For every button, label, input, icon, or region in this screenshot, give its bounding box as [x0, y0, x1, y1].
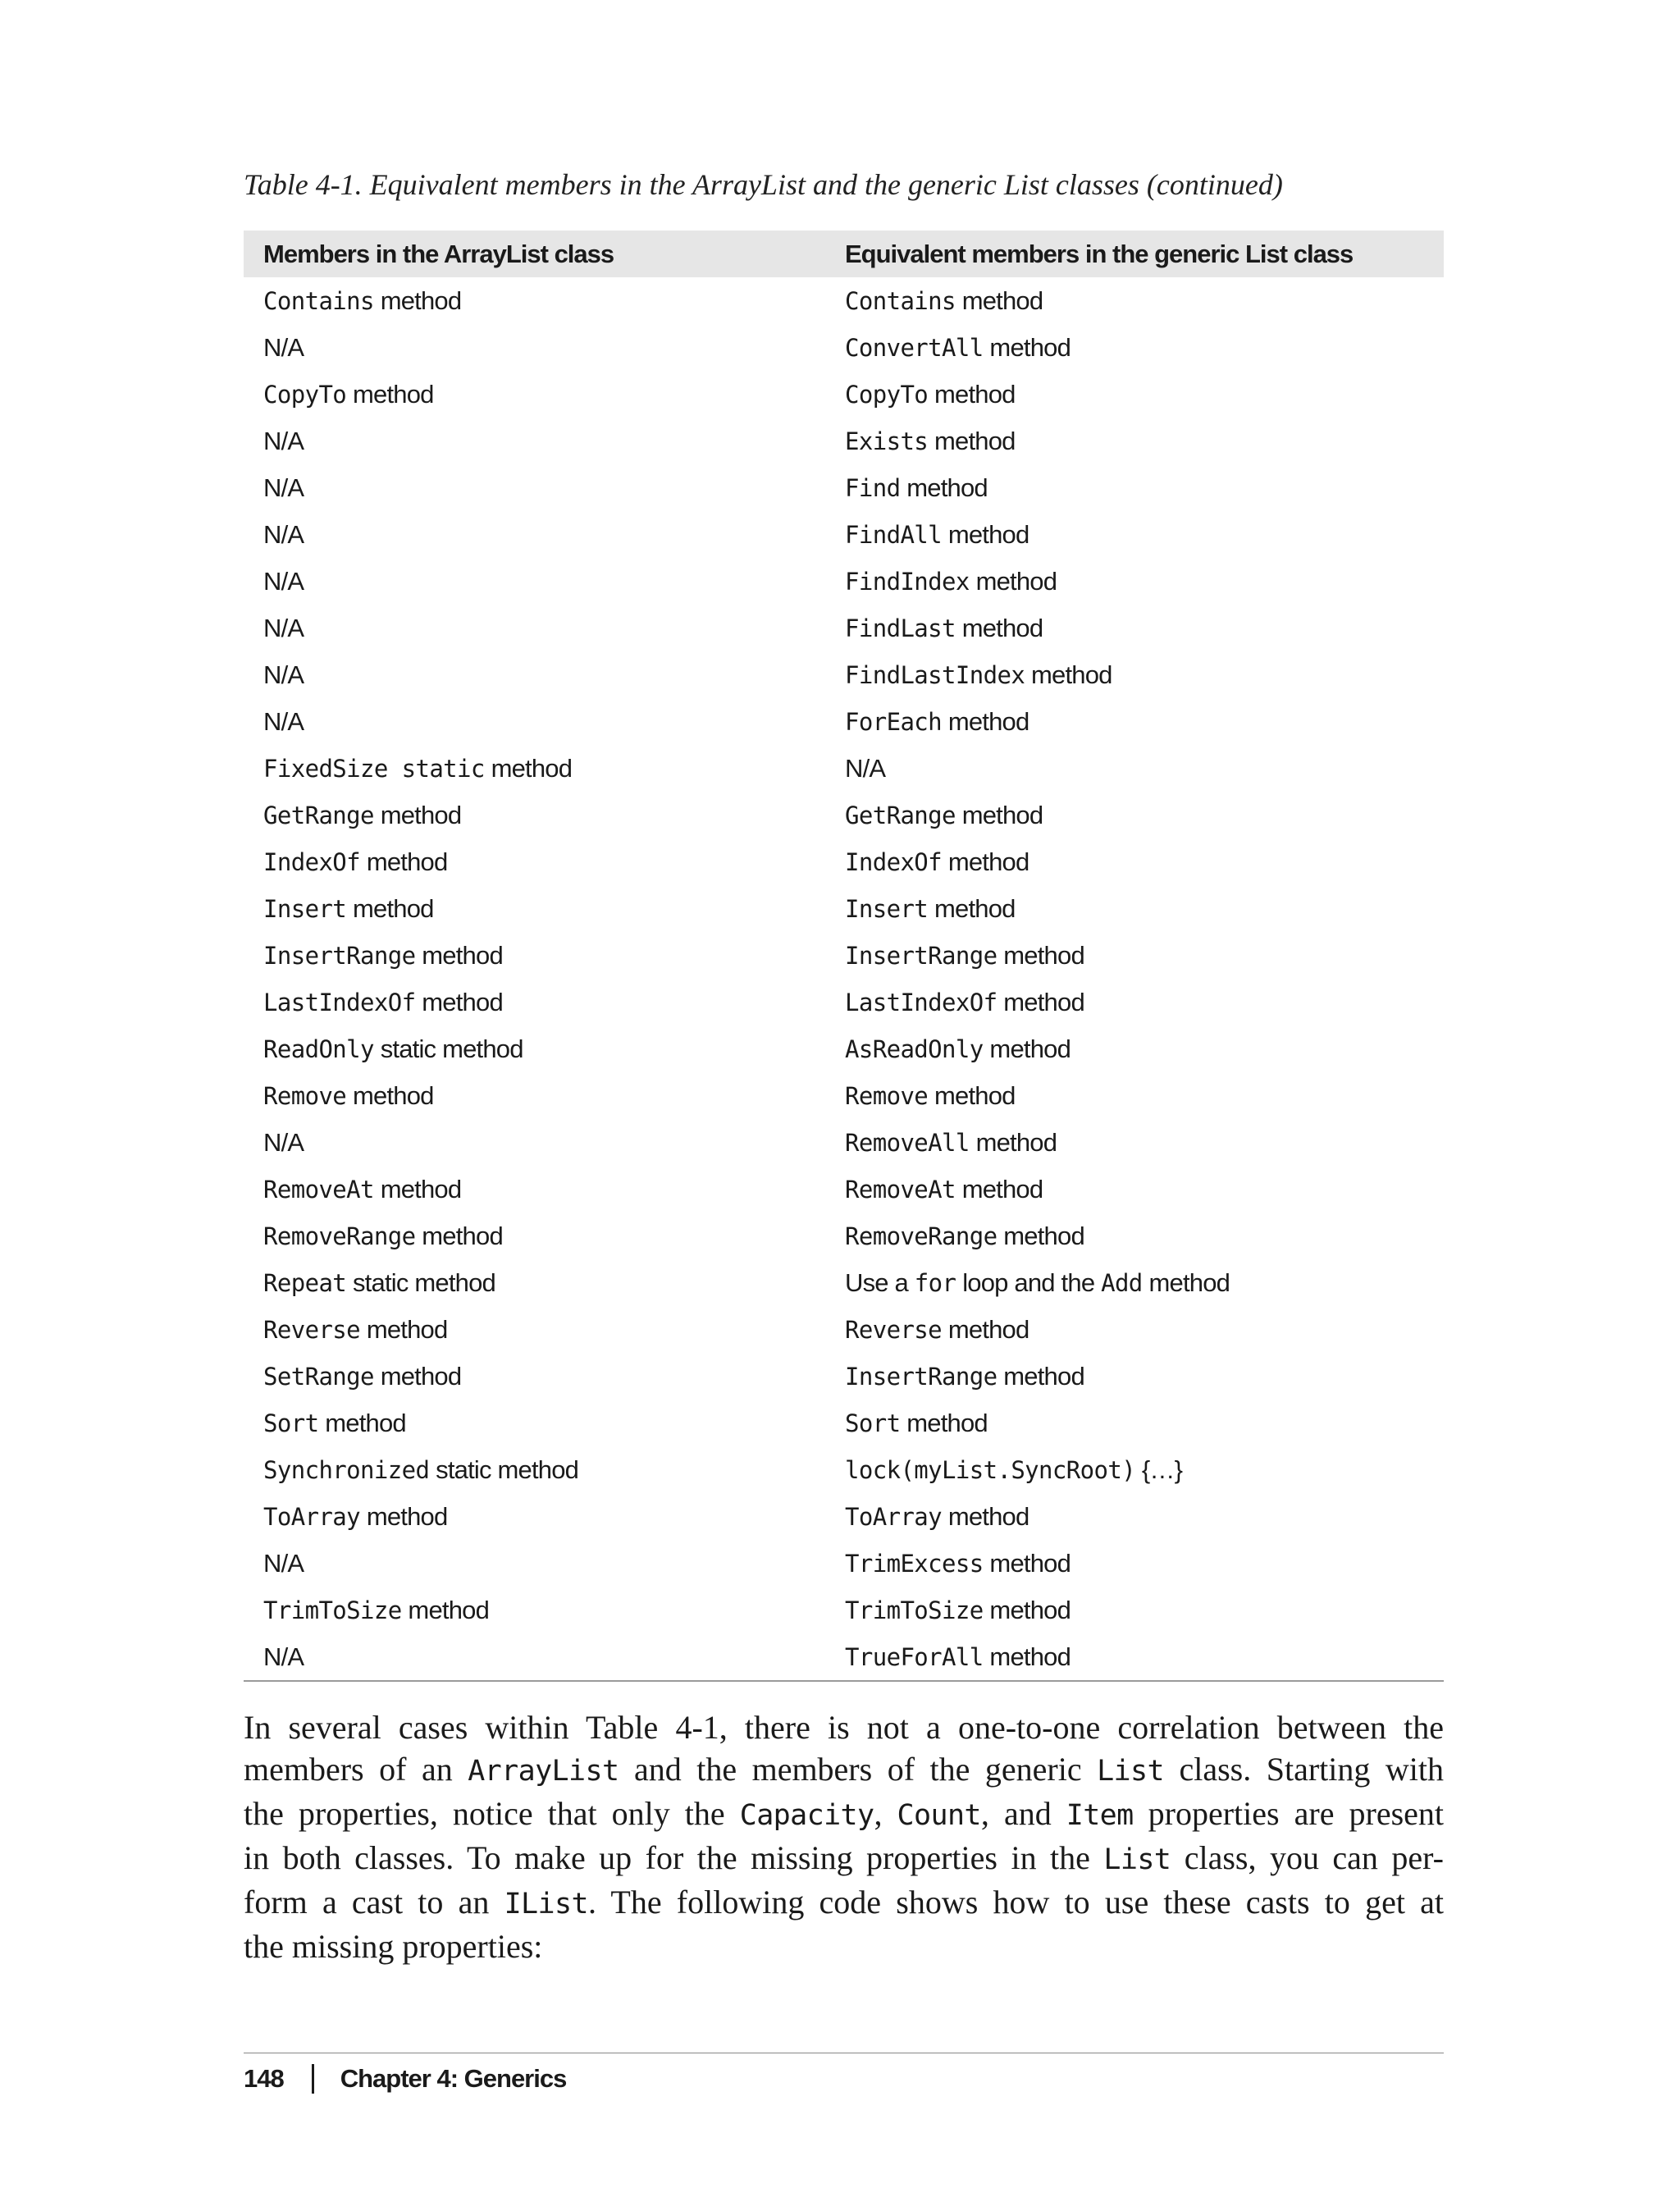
table-row: [244, 698, 1444, 745]
code-text: InsertRange: [263, 941, 416, 970]
code-text: ArrayList: [468, 1755, 619, 1788]
code-text: RemoveAll: [845, 1128, 970, 1157]
plain-text: N/A: [263, 566, 304, 596]
plain-text: N/A: [845, 753, 886, 783]
arraylist-member-cell: [244, 1549, 845, 1578]
list-member-cell: [845, 1502, 1444, 1532]
list-member-cell: [845, 1315, 1444, 1345]
table-row: [244, 1587, 1444, 1633]
plain-text: members of an: [244, 1751, 468, 1788]
code-text: InsertRange: [845, 1362, 998, 1391]
table-bottom-rule: [244, 1680, 1444, 1682]
plain-text: and the members of the generic: [619, 1751, 1098, 1788]
plain-text: method: [983, 1642, 1071, 1671]
list-member-cell: [845, 1268, 1444, 1298]
plain-text: , and: [980, 1795, 1066, 1832]
paragraph-line: [244, 1837, 1444, 1881]
table-row: [244, 277, 1444, 324]
code-text: Add: [1101, 1268, 1143, 1297]
arraylist-member-cell: [244, 941, 845, 971]
code-text: TrimExcess: [845, 1549, 984, 1578]
plain-text: method: [942, 706, 1029, 736]
code-text: Capacity: [739, 1799, 874, 1832]
plain-text: method: [318, 1408, 406, 1437]
list-member-cell: [845, 520, 1444, 550]
list-member-cell: [845, 847, 1444, 877]
code-text: LastIndexOf: [845, 988, 998, 1016]
code-text: AsReadOnly: [845, 1034, 984, 1063]
plain-text: method: [955, 800, 1043, 829]
arraylist-member-cell: [244, 1128, 845, 1158]
code-text: List: [1097, 1755, 1164, 1788]
table-row: [244, 1493, 1444, 1540]
table-row: [244, 1119, 1444, 1166]
arraylist-member-cell: [244, 988, 845, 1017]
plain-text: N/A: [263, 426, 304, 455]
header-arraylist-members: Members in the ArrayList class: [263, 239, 614, 268]
code-text: FindAll: [845, 520, 943, 549]
plain-text: method: [373, 285, 462, 315]
arraylist-member-cell: [244, 427, 845, 456]
plain-text: properties are present: [1133, 1795, 1445, 1832]
code-text: CopyTo: [845, 380, 929, 409]
table-row: [244, 1633, 1444, 1680]
plain-text: method: [942, 1501, 1029, 1531]
code-text: LastIndexOf: [263, 988, 416, 1016]
table-row: [244, 464, 1444, 511]
arraylist-member-cell: [244, 473, 845, 503]
list-member-cell: [845, 894, 1444, 924]
code-text: RemoveAt: [845, 1175, 956, 1203]
plain-text: method: [373, 1174, 462, 1203]
plain-text: method: [415, 1221, 503, 1250]
arraylist-member-cell: [244, 707, 845, 737]
plain-text: loop and the: [956, 1267, 1102, 1297]
table-row: [244, 371, 1444, 418]
code-text: Reverse: [263, 1315, 361, 1344]
list-member-cell: [845, 1409, 1444, 1438]
plain-text: method: [373, 800, 462, 829]
code-text: FixedSize static: [263, 754, 485, 783]
members-table: [244, 231, 1444, 1682]
arraylist-member-cell: [244, 614, 845, 643]
plain-text: method: [983, 1548, 1071, 1578]
table-caption: Table 4-1. Equivalent members in the ArrayList and the generic List classes (continued): [244, 168, 1283, 201]
list-member-cell: [845, 1128, 1444, 1158]
table-row: [244, 1306, 1444, 1353]
code-text: ConvertAll: [845, 333, 984, 362]
list-member-cell: [845, 1642, 1444, 1672]
code-text: Item: [1066, 1799, 1134, 1832]
code-text: IndexOf: [845, 847, 943, 876]
table-header-row: [244, 231, 1444, 277]
list-member-cell: [845, 567, 1444, 596]
arraylist-member-cell: [244, 286, 845, 316]
code-text: IList: [504, 1888, 588, 1921]
code-text: Count: [897, 1799, 981, 1832]
plain-text: method: [983, 1034, 1071, 1063]
plain-text: method: [900, 473, 988, 502]
paragraph-line: [244, 1748, 1444, 1793]
code-text: List: [1103, 1843, 1171, 1876]
footer-separator: [312, 2064, 314, 2094]
plain-text: method: [928, 893, 1016, 923]
code-text: Exists: [845, 427, 929, 455]
plain-text: method: [955, 1174, 1043, 1203]
code-text: Insert: [263, 894, 347, 923]
list-member-cell: [845, 1034, 1444, 1064]
table-row: [244, 1259, 1444, 1306]
arraylist-member-cell: [244, 801, 845, 830]
plain-text: method: [983, 1595, 1071, 1624]
body-paragraph: [244, 1706, 1444, 1967]
plain-text: N/A: [263, 1642, 304, 1671]
paragraph-line: [244, 1793, 1444, 1837]
arraylist-member-cell: [244, 1502, 845, 1532]
paragraph-line: [244, 1706, 1444, 1748]
code-text: TrimToSize: [845, 1596, 984, 1624]
plain-text: method: [360, 847, 448, 876]
code-text: Remove: [263, 1081, 347, 1110]
arraylist-member-cell: [244, 754, 845, 783]
header-list-members: Equivalent members in the generic List class: [845, 239, 1354, 268]
list-member-cell: [845, 380, 1444, 409]
code-text: FindLastIndex: [845, 660, 1025, 689]
arraylist-member-cell: [244, 847, 845, 877]
plain-text: method: [942, 1314, 1029, 1344]
list-member-cell: [845, 333, 1444, 363]
arraylist-member-cell: [244, 1081, 845, 1111]
table-row: [244, 1166, 1444, 1213]
list-member-cell: [845, 1362, 1444, 1391]
arraylist-member-cell: [244, 1409, 845, 1438]
plain-text: form a cast to an: [244, 1884, 504, 1921]
table-row: [244, 885, 1444, 932]
code-text: Sort: [263, 1409, 319, 1437]
plain-text: method: [928, 426, 1016, 455]
code-text: Synchronized: [263, 1455, 430, 1484]
table-row: [244, 324, 1444, 371]
plain-text: N/A: [263, 1548, 304, 1578]
code-text: ToArray: [845, 1502, 943, 1531]
table-row: [244, 1400, 1444, 1446]
plain-text: . The following code shows how to use these casts to get at: [587, 1884, 1445, 1921]
arraylist-member-cell: [244, 1315, 845, 1345]
arraylist-member-cell: [244, 1362, 845, 1391]
plain-text: static method: [429, 1455, 579, 1484]
list-member-cell: [845, 660, 1444, 690]
code-text: Insert: [845, 894, 929, 923]
code-text: RemoveAt: [263, 1175, 374, 1203]
page-footer: [244, 2064, 566, 2094]
code-text: Contains: [263, 286, 374, 315]
code-text: RemoveRange: [263, 1222, 416, 1250]
table-row: [244, 511, 1444, 558]
plain-text: in both classes. To make up for the missing properties in the: [244, 1839, 1104, 1876]
plain-text: class. Starting with: [1163, 1751, 1444, 1788]
arraylist-member-cell: [244, 1222, 845, 1251]
plain-text: method: [415, 987, 503, 1016]
plain-text: N/A: [263, 706, 304, 736]
plain-text: method: [942, 519, 1029, 549]
code-text: Reverse: [845, 1315, 943, 1344]
code-text: CopyTo: [263, 380, 347, 409]
plain-text: method: [346, 379, 434, 409]
code-text: Remove: [845, 1081, 929, 1110]
plain-text: N/A: [263, 519, 304, 549]
plain-text: method: [373, 1361, 462, 1391]
page-number: 148: [244, 2064, 284, 2093]
plain-text: the missing properties:: [244, 1928, 543, 1965]
arraylist-member-cell: [244, 1642, 845, 1672]
table-body: [244, 277, 1444, 1680]
plain-text: method: [969, 1127, 1057, 1157]
plain-text: method: [346, 1080, 434, 1110]
code-text: TrueForAll: [845, 1642, 984, 1671]
arraylist-member-cell: [244, 894, 845, 924]
list-member-cell: [845, 1596, 1444, 1625]
paragraph-line: [244, 1881, 1444, 1925]
list-member-cell: [845, 286, 1444, 316]
table-row: [244, 1072, 1444, 1119]
table-row: [244, 745, 1444, 792]
plain-text: static method: [373, 1034, 523, 1063]
plain-text: method: [1142, 1267, 1230, 1297]
table-row: [244, 605, 1444, 651]
list-member-cell: [845, 1081, 1444, 1111]
code-text: ReadOnly: [263, 1034, 374, 1063]
plain-text: method: [997, 987, 1084, 1016]
code-text: InsertRange: [845, 941, 998, 970]
plain-text: method: [1025, 660, 1112, 689]
plain-text: N/A: [263, 613, 304, 642]
plain-text: In several cases within Table 4-1, there is not a one-to-one correlation between the: [244, 1709, 1444, 1746]
list-member-cell: [845, 801, 1444, 830]
list-member-cell: [845, 707, 1444, 737]
plain-text: method: [900, 1408, 988, 1437]
plain-text: method: [997, 940, 1084, 970]
paragraph-line: [244, 1925, 1444, 1967]
table-row: [244, 418, 1444, 464]
code-text: Find: [845, 473, 901, 502]
list-member-cell: [845, 427, 1444, 456]
table-row: [244, 1025, 1444, 1072]
plain-text: method: [928, 379, 1016, 409]
plain-text: static method: [346, 1267, 495, 1297]
table-row: [244, 651, 1444, 698]
table-row: [244, 979, 1444, 1025]
plain-text: {…}: [1135, 1455, 1183, 1484]
plain-text: ,: [874, 1795, 897, 1832]
arraylist-member-cell: [244, 380, 845, 409]
arraylist-member-cell: [244, 1268, 845, 1298]
table-row: [244, 792, 1444, 838]
plain-text: method: [942, 847, 1029, 876]
table-row: [244, 1540, 1444, 1587]
code-text: lock(myList.SyncRoot): [845, 1455, 1136, 1484]
plain-text: class, you can per-: [1171, 1839, 1444, 1876]
list-member-cell: [845, 614, 1444, 643]
arraylist-member-cell: [244, 660, 845, 690]
plain-text: N/A: [263, 473, 304, 502]
plain-text: method: [415, 940, 503, 970]
plain-text: N/A: [263, 332, 304, 362]
code-text: ForEach: [845, 707, 943, 736]
code-text: for: [914, 1268, 956, 1297]
table-row: [244, 1353, 1444, 1400]
arraylist-member-cell: [244, 1175, 845, 1204]
arraylist-member-cell: [244, 333, 845, 363]
code-text: Contains: [845, 286, 956, 315]
list-member-cell: [845, 941, 1444, 971]
arraylist-member-cell: [244, 1596, 845, 1625]
code-text: Repeat: [263, 1268, 347, 1297]
table-row: [244, 1213, 1444, 1259]
list-member-cell: [845, 473, 1444, 503]
plain-text: method: [360, 1501, 448, 1531]
code-text: GetRange: [263, 801, 374, 829]
code-text: SetRange: [263, 1362, 374, 1391]
arraylist-member-cell: [244, 520, 845, 550]
plain-text: method: [346, 893, 434, 923]
plain-text: method: [955, 285, 1043, 315]
chapter-title: Chapter 4: Generics: [340, 2064, 567, 2093]
plain-text: method: [484, 753, 573, 783]
plain-text: method: [983, 332, 1071, 362]
plain-text: method: [955, 613, 1043, 642]
code-text: GetRange: [845, 801, 956, 829]
arraylist-member-cell: [244, 1034, 845, 1064]
list-member-cell: [845, 754, 1444, 783]
plain-text: method: [997, 1361, 1084, 1391]
list-member-cell: [845, 1455, 1444, 1485]
plain-text: N/A: [263, 1127, 304, 1157]
table-row: [244, 932, 1444, 979]
code-text: FindIndex: [845, 567, 970, 596]
plain-text: the properties, notice that only the: [244, 1795, 740, 1832]
plain-text: Use a: [845, 1267, 915, 1297]
code-text: FindLast: [845, 614, 956, 642]
plain-text: method: [928, 1080, 1016, 1110]
plain-text: N/A: [263, 660, 304, 689]
table-row: [244, 838, 1444, 885]
list-member-cell: [845, 988, 1444, 1017]
code-text: ToArray: [263, 1502, 361, 1531]
list-member-cell: [845, 1222, 1444, 1251]
code-text: Sort: [845, 1409, 901, 1437]
code-text: IndexOf: [263, 847, 361, 876]
table-row: [244, 558, 1444, 605]
list-member-cell: [845, 1549, 1444, 1578]
plain-text: method: [401, 1595, 490, 1624]
code-text: TrimToSize: [263, 1596, 402, 1624]
arraylist-member-cell: [244, 567, 845, 596]
plain-text: method: [997, 1221, 1084, 1250]
code-text: RemoveRange: [845, 1222, 998, 1250]
list-member-cell: [845, 1175, 1444, 1204]
arraylist-member-cell: [244, 1455, 845, 1485]
plain-text: method: [969, 566, 1057, 596]
plain-text: method: [360, 1314, 448, 1344]
table-row: [244, 1446, 1444, 1493]
